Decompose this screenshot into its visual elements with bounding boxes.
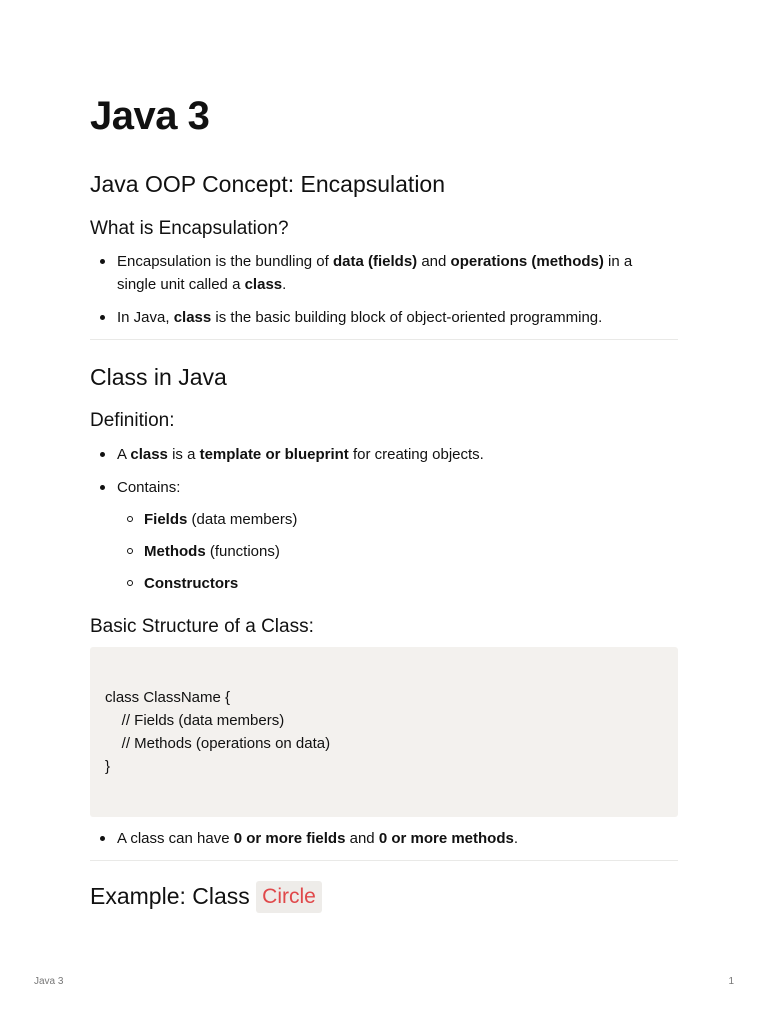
text: (data members) [187, 511, 298, 528]
inline-code-circle: Circle [256, 881, 322, 913]
text: A [117, 446, 131, 463]
text: and [345, 830, 379, 847]
text: Encapsulation is the bundling of [117, 253, 333, 270]
text: . [282, 276, 287, 293]
text: . [513, 830, 519, 847]
code-block [90, 647, 678, 817]
bold-text: class [244, 276, 283, 293]
bold-text: operations (methods) [450, 253, 604, 270]
text: is the basic building block of object-oriented programming. [211, 309, 603, 326]
footer-page-number: 1 [728, 976, 734, 987]
bold-text: template or blueprint [199, 446, 349, 463]
text: (functions) [205, 543, 280, 560]
bold-text: Methods [144, 543, 206, 560]
text: single unit called a [117, 276, 245, 293]
text: A class can have [117, 830, 234, 847]
list-item [90, 306, 678, 329]
text: is a [167, 446, 200, 463]
heading-text: Example: Class [90, 883, 257, 909]
sub-list-item [90, 572, 678, 595]
section-divider [90, 339, 678, 340]
code-line: class ClassName { [105, 689, 231, 706]
section-divider [90, 860, 678, 861]
section-heading-example-circle [90, 881, 322, 914]
footer-document-title: Java 3 [34, 976, 64, 987]
class-capacity-bullet-list [90, 827, 678, 850]
text: In Java, [117, 309, 174, 326]
text: and [417, 253, 451, 270]
subheading-basic-structure: Basic Structure of a Class: [90, 616, 314, 637]
bold-text: data (fields) [332, 253, 418, 270]
text: in a [603, 253, 633, 270]
bold-text: 0 or more methods [378, 830, 514, 847]
code-line: // Methods (operations on data) [105, 735, 331, 752]
subheading-what-is-encapsulation: What is Encapsulation? [90, 218, 289, 239]
list-item [90, 827, 678, 850]
code-line: // Fields (data members) [105, 712, 285, 729]
subheading-definition: Definition: [90, 410, 175, 431]
section-heading-encapsulation: Java OOP Concept: Encapsulation [90, 171, 446, 197]
document-title: Java 3 [90, 94, 210, 138]
sub-list-item [90, 540, 678, 563]
text: for creating objects. [348, 446, 484, 463]
bold-text: class [130, 446, 168, 463]
section-heading-class-in-java: Class in Java [90, 364, 227, 390]
list-item [90, 250, 678, 296]
list-item [90, 443, 678, 466]
sub-list-item [90, 508, 678, 531]
list-item: Contains: [90, 476, 678, 499]
bold-text: 0 or more fields [233, 830, 346, 847]
encapsulation-bullet-list [90, 250, 678, 329]
bold-text: class [173, 309, 212, 326]
code-line: } [105, 758, 111, 775]
bold-text: Fields [144, 511, 188, 528]
definition-bullet-list [90, 443, 678, 595]
bold-text: Constructors [144, 575, 239, 592]
